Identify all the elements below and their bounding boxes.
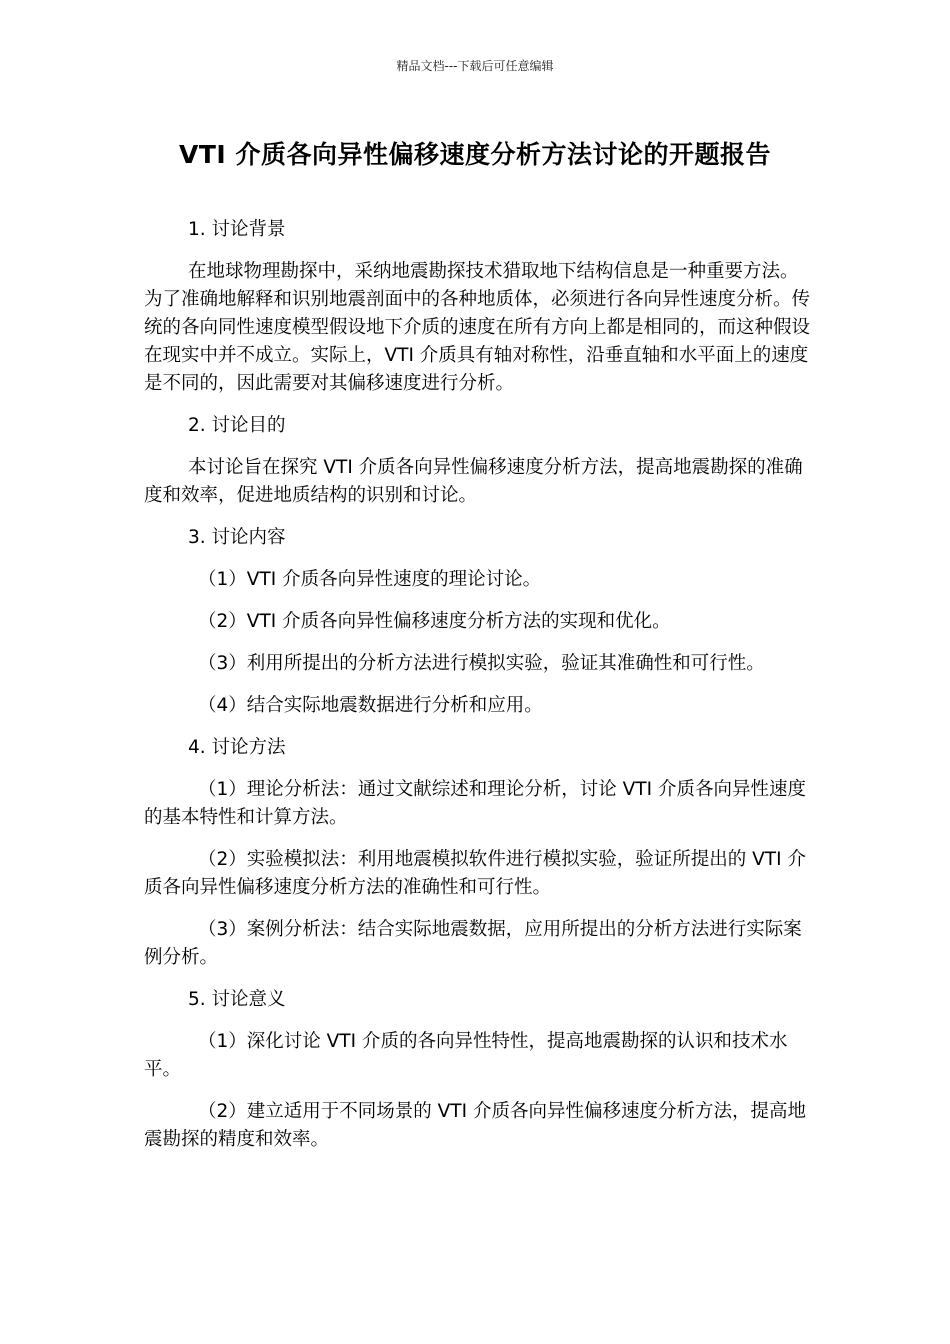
list-item: （2）VTI 介质各向异性偏移速度分析方法的实现和优化。 bbox=[198, 611, 671, 632]
section-heading: 4. 讨论方法 bbox=[188, 737, 286, 758]
section-heading: 5. 讨论意义 bbox=[188, 989, 286, 1010]
section-heading: 2. 讨论目的 bbox=[188, 415, 286, 436]
section-heading: 1. 讨论背景 bbox=[188, 219, 286, 240]
list-item: （1）深化讨论 VTI 介质的各向异性特性，提高地震勘探的认识和技术水平。 bbox=[144, 1031, 788, 1080]
list-item: （2）实验模拟法：利用地震模拟软件进行模拟实验，验证所提出的 VTI 介质各向异性偏移速度分析方法的准确性和可行性。 bbox=[144, 849, 806, 898]
document-title: VTI 介质各向异性偏移速度分析方法讨论的开题报告 bbox=[179, 140, 771, 169]
list-item: （1）理论分析法：通过文献综述和理论分析，讨论 VTI 介质各向异性速度的基本特性和计算方法。 bbox=[144, 779, 806, 828]
header-note: 精品文档---下载后可任意编辑 bbox=[396, 59, 554, 73]
section-paragraph: 在地球物理勘探中，采纳地震勘探技术猎取地下结构信息是一种重要方法。为了准确地解释和识别地震剖面中的各种地质体，必须进行各向异性速度分析。传统的各向同性速度模型假设地下介质的速度在所有方向上都是相同的，而这种假设在现实中并不成立。实际上，VTI 介质具有轴对称性，沿垂直轴和水平面上的速度是不同的，因此需要对其偏移速度进行分析。 bbox=[144, 261, 811, 394]
document-body bbox=[144, 216, 814, 1168]
list-item: （3）利用所提出的分析方法进行模拟实验，验证其准确性和可行性。 bbox=[198, 653, 765, 674]
list-item: （2）建立适用于不同场景的 VTI 介质各向异性偏移速度分析方法，提高地震勘探的精度和效率。 bbox=[144, 1101, 806, 1150]
section-paragraph: 本讨论旨在探究 VTI 介质各向异性偏移速度分析方法，提高地震勘探的准确度和效率，促进地质结构的识别和讨论。 bbox=[144, 457, 803, 506]
section-heading: 3. 讨论内容 bbox=[188, 527, 286, 548]
list-item: （4）结合实际地震数据进行分析和应用。 bbox=[198, 695, 543, 716]
list-item: （1）VTI 介质各向异性速度的理论讨论。 bbox=[198, 569, 542, 590]
list-item: （3）案例分析法：结合实际地震数据，应用所提出的分析方法进行实际案例分析。 bbox=[144, 919, 802, 968]
